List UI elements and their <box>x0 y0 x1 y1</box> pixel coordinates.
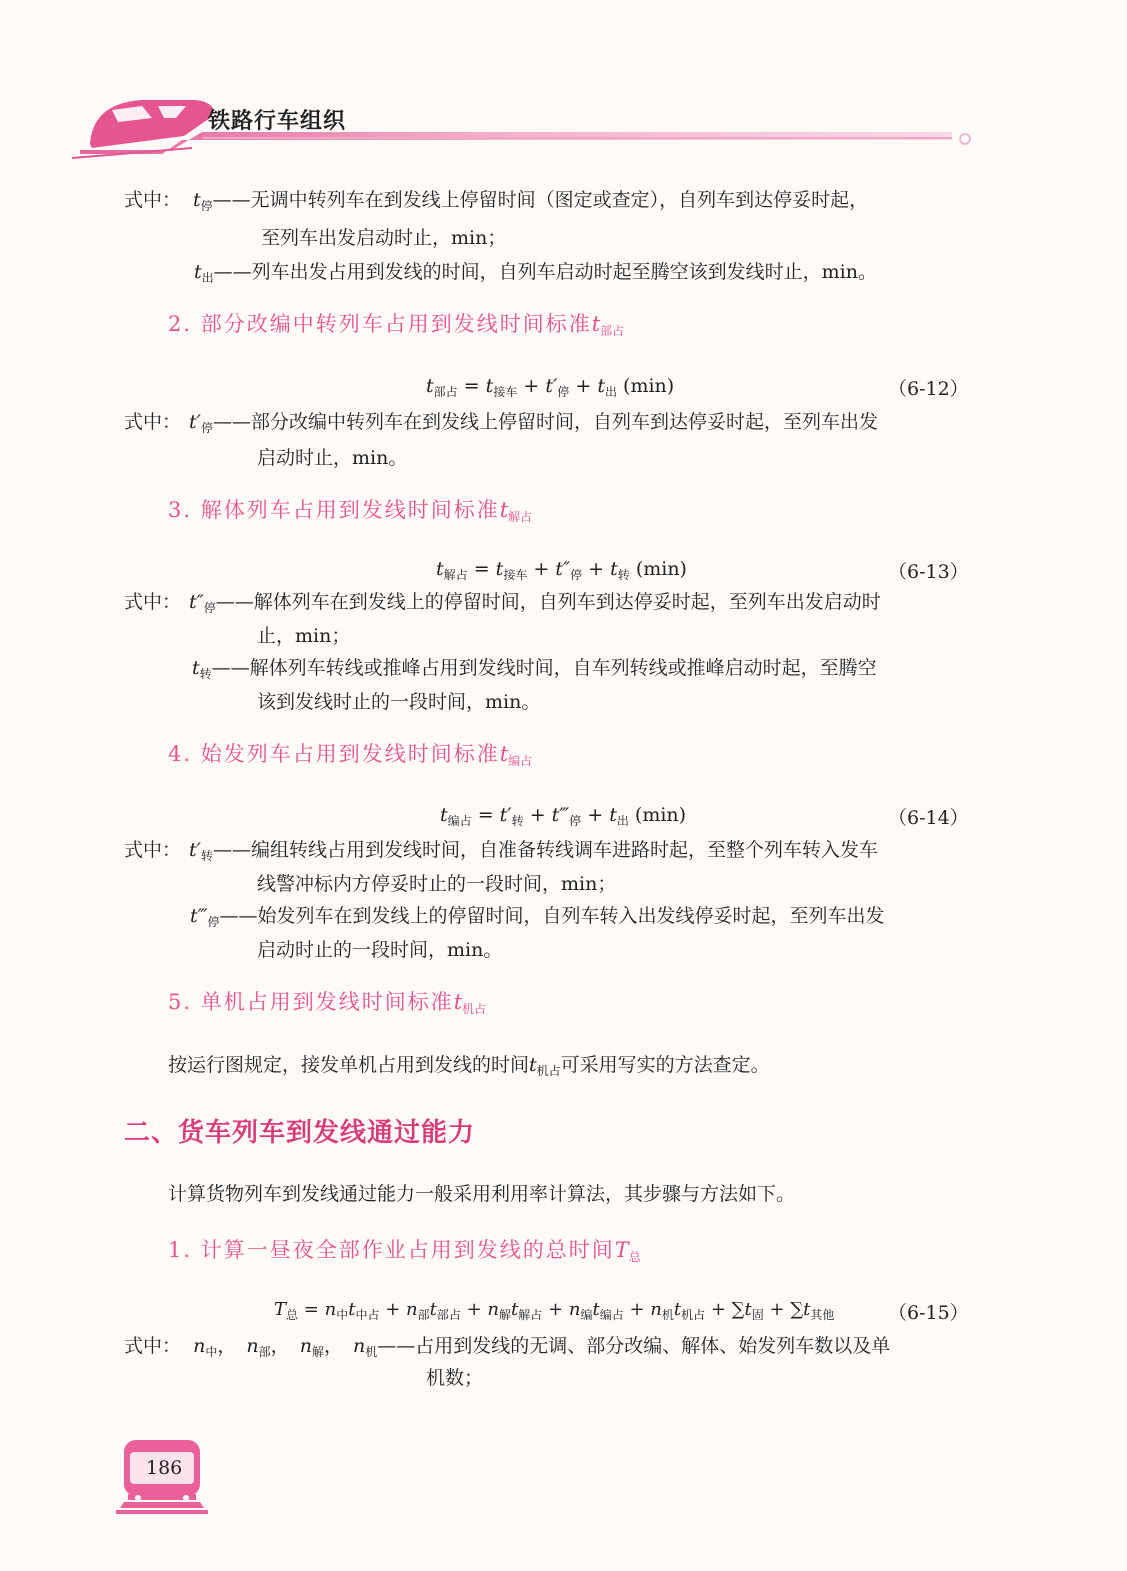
subheading-calc-1: 1. 计算一昼夜全部作业占用到发线的总时间$T_总$ <box>168 1238 641 1264</box>
equation-6-13: $t_{解占} = t_{接车} + t''_停 + t_转$ (min) <box>436 558 687 582</box>
definition-t-ting-double-prime: 式中： $t''_停——$解体列车在到发线上的停留时间，自列车到达停妥时起，至列车出发启动时 <box>124 591 881 615</box>
definition-t-ting-prime: 式中： $t'_停——$部分改编中转列车在到发线上停留时间，自列车到达停妥时起，至列车出发 <box>124 411 878 435</box>
definition-continuation: 线警冲标内方停妥时止的一段时间，min； <box>257 873 617 895</box>
definition-continuation: 至列车出发启动时止，min； <box>261 227 507 249</box>
equation-number: （6-13） <box>888 561 969 583</box>
definition-t-ting-triple-prime: $t‴_停——$始发列车在到发线上的停留时间，自列车转入出发线停妥时起，至列车出发 <box>190 905 885 929</box>
equation-6-12: $t_{部占} = t_{接车} + t'_停 + t_出$ (min) <box>426 375 675 399</box>
subheading-2: 2. 部分改编中转列车占用到发线时间标准$t_{部占}$ <box>168 312 625 338</box>
paragraph-method: 计算货物列车到发线通过能力一般采用利用率计算法，其步骤与方法如下。 <box>168 1183 796 1205</box>
definition-continuation: 启动时止，min。 <box>257 447 408 469</box>
equation-number: （6-15） <box>888 1302 969 1324</box>
definition-continuation: 该到发线时止的一段时间，min。 <box>257 691 541 713</box>
equation-number: （6-14） <box>888 807 969 829</box>
equation-number: （6-12） <box>888 378 969 400</box>
definition-continuation: 止，min； <box>257 625 351 647</box>
definition-t-ting: 式中： $t_停——$无调中转列车在到发线上停留时间（图定或查定），自列车到达停妥时起， <box>124 189 869 213</box>
section-heading: 二、货车列车到发线通过能力 <box>124 1118 476 1148</box>
definition-continuation: 启动时止的一段时间，min。 <box>257 939 503 961</box>
equation-6-15: $T_总 = n_中t_{中占} + n_部t_{部占} + n_解t_{解占} + n_编t_{编占} + n_机t_{机占} + \sum t_固 + \sum t_{其他}$ <box>274 1299 835 1322</box>
header-title: 铁路行车组织 <box>208 109 347 134</box>
page-number: 186 <box>146 1457 183 1479</box>
definition-n-counts: 式中： $n_中$， $n_部$， $n_解$， $n_机——$占用到发线的无调、部分改编、解体、始发列车数以及单 <box>124 1335 891 1359</box>
paragraph-single-engine: 按运行图规定，接发单机占用到发线的时间$t_{机占}$可采用写实的方法查定。 <box>168 1054 770 1078</box>
definition-t-chu: $t_出——$列车出发占用到发线的时间，自列车启动时起至腾空该到发线时止，min。 <box>194 261 877 285</box>
definition-t-zhuan: $t_转——$解体列车转线或推峰占用到发线时间，自车列转线或推峰启动时起，至腾空 <box>192 657 877 681</box>
subheading-5: 5. 单机占用到发线时间标准$t_{机占}$ <box>168 990 487 1016</box>
subheading-4: 4. 始发列车占用到发线时间标准$t_{编占}$ <box>168 742 533 768</box>
subheading-3: 3. 解体列车占用到发线时间标准$t_{解占}$ <box>168 498 533 524</box>
definition-continuation: 机数； <box>426 1367 484 1389</box>
definition-t-zhuan-prime: 式中： $t'_转——$编组转线占用到发线时间，自准备转线调车进路时起，至整个列车转入发车 <box>124 839 878 863</box>
equation-6-14: $t_{编占} = t'_转$ + $t‴_停 + t_出$ (min) <box>440 804 687 828</box>
